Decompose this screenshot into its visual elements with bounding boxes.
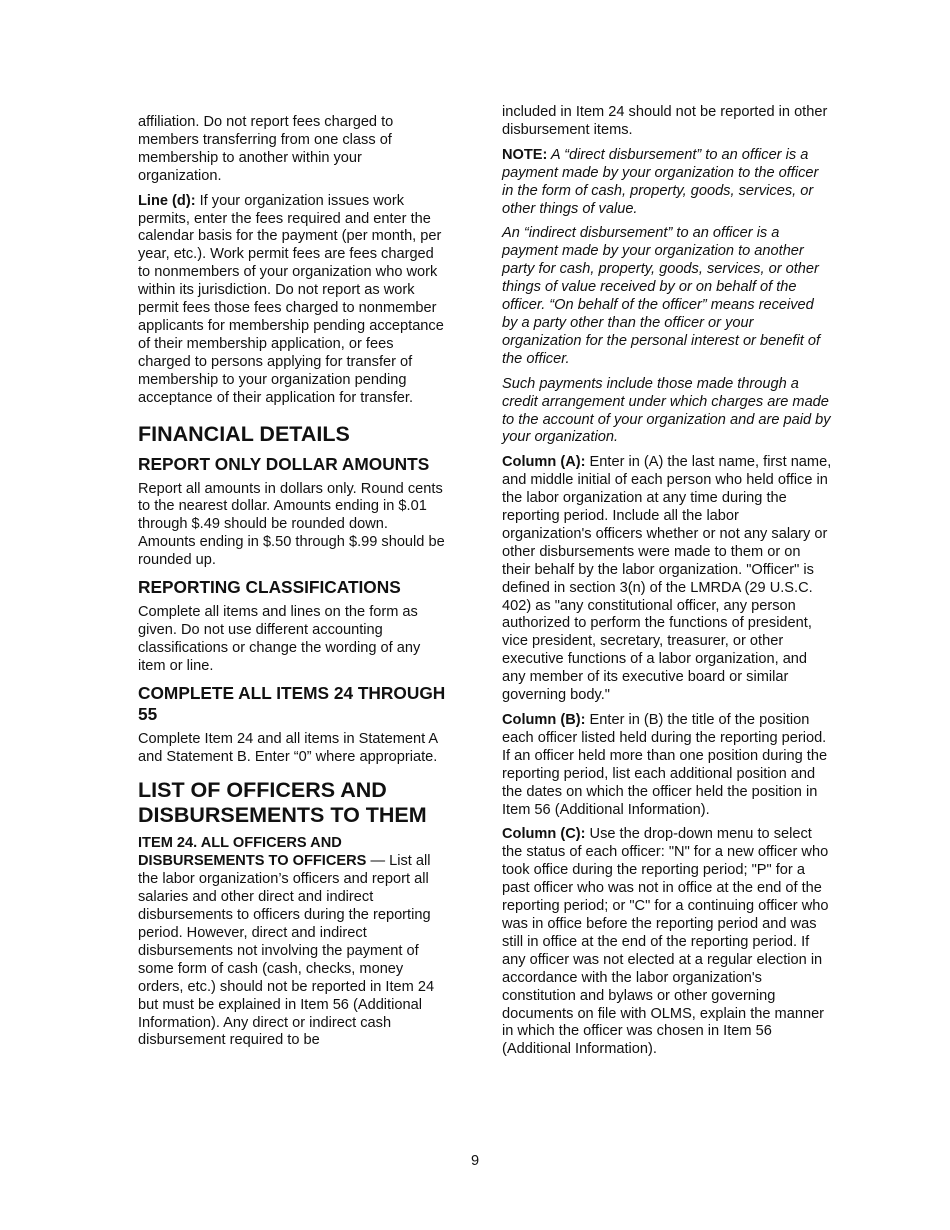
heading-complete-items: COMPLETE ALL ITEMS 24 THROUGH 55 [138,682,446,724]
page-number: 9 [470,1153,480,1169]
paragraph-such-payments: Such payments include those made through a credit arrangement under which charges are made to the account of your organization and are paid by your organization. [502,375,831,446]
note-label: NOTE: [502,146,548,163]
paragraph-classifications: Complete all items and lines on the form as given. Do not use different accounting classifications or change the wording of any item or line. [138,604,421,674]
heading-list-of-officers: LIST OF OFFICERS AND DISBURSEMENTS TO THEM [138,778,427,828]
column-a-label: Column (A): [502,454,586,471]
column-b-text: Enter in (B) the title of the position each officer listed held during the reporting period. If an officer held more than one position during the reporting period, list each additional position and the dates on which the officer held the position in Item 56 (Additional Information). [502,712,828,818]
heading-reporting-classifications: REPORTING CLASSIFICATIONS [138,577,401,598]
left-column [138,114,448,1057]
paragraph-dollar-amounts: Report all amounts in dollars only. Round cents to the nearest dollar. Amounts ending in $.01 through $.49 should be rounded down. Amounts ending in $.50 through $.99 should be rounded up. [138,480,445,569]
note-text: A “direct disbursement” to an officer is a payment made by your organization to the officer in the form of cash, property, goods, services, or other things of value. [502,146,819,217]
column-b-label: Column (B): [502,712,586,728]
line-d-label: Line (d): [138,192,196,209]
line-d-text: If your organization issues work permits, enter the fees required and enter the calendar basis for the payment (per month, per year, etc.). Work permit fees are fees charged to nonmembers of your organization who work within its jurisdiction. Do not report as work permit fees those fees charged to nonmember applicants for membership pending acceptance of their membership application, or fees charged to persons applying for transfer of membership to your organization pending acceptance of their application for transfer. [138,192,444,406]
column-c-label: Column (C): [502,826,586,843]
paragraph-column-c [502,826,832,1059]
column-c-text: Use the drop-down menu to select the status of each officer: "N" for a new officer who took office during the reporting period; "P" for a past officer who was not in office at the end of the reporting period; or "C" for a continuing officer who was in office before the reporting period and was still in office at the end of the reporting period. If any officer was not elected at a regular election in accordance with the labor organization's constitution and bylaws or other governing documents on file with OLMS, explain the manner in which the officer was chosen in Item 56 (Additional Information). [502,826,829,1058]
right-column [502,104,832,1066]
paragraph-indirect-disbursement: An “indirect disbursement” to an officer is a payment made by your organization to another party for cash, property, goods, services, or other things of value received by or on behalf of the officer. “On behalf of the officer” means received by a party other than the officer or your organization for the personal interest or benefit of the officer. [502,225,821,367]
paragraph-note [502,147,832,219]
column-a-text: Enter in (A) the last name, first name, and middle initial of each person who held office in the labor organization at any time during the reporting period. Include all the labor organization's officers whether or not any salary or other disbursements were made to them or on their behalf by the labor organization. "Officer" is defined in section 3(n) of the LMRDA (29 U.S.C. 402) as "any constitutional officer, any person authorized to perform the functions of president, vice president, secretary, treasurer, or other executive functions of a labor organization, and any member of its executive board or similar governing body." [502,454,832,704]
paragraph-complete-items: Complete Item 24 and all items in Statement A and Statement B. Enter “0” where appropriate. [138,730,438,765]
item-24-text: — List all the labor organization’s officers and report all salaries and other direct and indirect disbursements to officers during the reporting period. However, direct and indirect disbursements not involving the payment of some form of cash (cash, checks, money orders, etc.) should not be reported in Item 24 but must be explained in Item 56 (Additional Information). Any direct or indirect cash disbursement required to be [138,853,435,1049]
paragraph-column-b [502,712,832,819]
heading-financial-details: FINANCIAL DETAILS [138,421,350,446]
paragraph-column-a [502,454,832,705]
heading-report-dollar-amounts: REPORT ONLY DOLLAR AMOUNTS [138,453,430,474]
paragraph-continued: included in Item 24 should not be reported in other disbursement items. [502,104,828,138]
paragraph-affiliation: affiliation. Do not report fees charged to members transferring from one class of membership to another within your organization. [138,114,394,184]
paragraph-line-d [138,193,448,408]
paragraph-item-24 [138,835,448,1050]
item-24-label: ITEM 24. ALL OFFICERS AND DISBURSEMENTS TO OFFICERS [138,835,367,870]
